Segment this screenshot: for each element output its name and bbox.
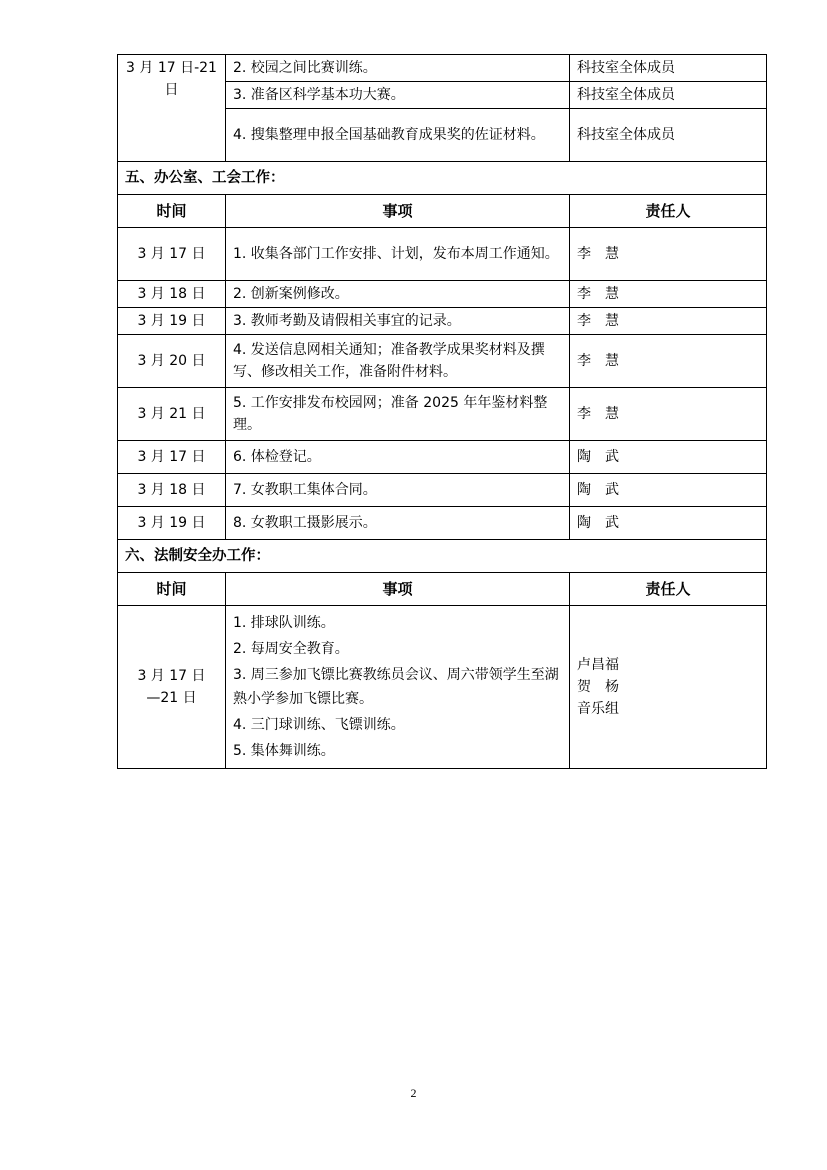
time-line: 3 月 17 日: [137, 668, 206, 684]
time-cell: 3 月 17 日: [118, 441, 226, 474]
table-row: [118, 606, 767, 769]
item-cell: [226, 606, 570, 769]
person-cell: [570, 606, 767, 769]
item-cell: 7. 女教职工集体合同。: [226, 474, 570, 507]
time-cell: 3 月 18 日: [118, 474, 226, 507]
header-person: 责任人: [570, 573, 767, 606]
time-cell: 3 月 17 日-21 日: [118, 55, 226, 162]
section-title-row: [118, 162, 767, 195]
section-title: 六、法制安全办工作：: [118, 540, 767, 573]
item-cell: 1. 收集各部门工作安排、计划，发布本周工作通知。: [226, 228, 570, 281]
section-title: 五、办公室、工会工作：: [118, 162, 767, 195]
person-cell: 李 慧: [570, 281, 767, 308]
time-cell: 3 月 19 日: [118, 507, 226, 540]
person-name: 音乐组: [577, 701, 619, 717]
list-item: 2. 每周安全教育。: [233, 641, 349, 657]
page-number: 2: [410, 1086, 417, 1100]
list-item: 4. 三门球训练、飞镖训练。: [233, 717, 405, 733]
person-cell: 李 慧: [570, 335, 767, 388]
item-cell: 2. 校园之间比赛训练。: [226, 55, 570, 82]
header-person: 责任人: [570, 195, 767, 228]
person-cell: 陶 武: [570, 474, 767, 507]
schedule-table: [117, 54, 767, 769]
item-cell: 3. 教师考勤及请假相关事宜的记录。: [226, 308, 570, 335]
time-cell: 3 月 20 日: [118, 335, 226, 388]
list-item: 5. 集体舞训练。: [233, 743, 335, 759]
list-item: 1. 排球队训练。: [233, 615, 335, 631]
person-cell: 李 慧: [570, 388, 767, 441]
table-row: [118, 308, 767, 335]
time-cell: 3 月 17 日: [118, 228, 226, 281]
table-header-row: [118, 195, 767, 228]
table-row: [118, 335, 767, 388]
section-title-row: [118, 540, 767, 573]
table-row: [118, 441, 767, 474]
item-cell: 6. 体检登记。: [226, 441, 570, 474]
person-name: 贺 杨: [577, 679, 619, 695]
item-cell: 8. 女教职工摄影展示。: [226, 507, 570, 540]
header-item: 事项: [226, 195, 570, 228]
table-header-row: [118, 573, 767, 606]
person-cell: 科技室全体成员: [570, 55, 767, 82]
item-cell: 5. 工作安排发布校园网；准备 2025 年年鉴材料整理。: [226, 388, 570, 441]
person-cell: 陶 武: [570, 507, 767, 540]
item-cell: 4. 搜集整理申报全国基础教育成果奖的佐证材料。: [226, 109, 570, 162]
table-row: [118, 228, 767, 281]
time-cell: 3 月 19 日: [118, 308, 226, 335]
item-cell: 4. 发送信息网相关通知；准备教学成果奖材料及撰写、修改相关工作，准备附件材料。: [226, 335, 570, 388]
header-item: 事项: [226, 573, 570, 606]
time-line: —21 日: [146, 690, 197, 706]
table-row: [118, 474, 767, 507]
person-cell: 李 慧: [570, 308, 767, 335]
table-row: [118, 388, 767, 441]
item-cell: 2. 创新案例修改。: [226, 281, 570, 308]
time-cell: 3 月 18 日: [118, 281, 226, 308]
table-row: [118, 281, 767, 308]
time-cell: 3 月 21 日: [118, 388, 226, 441]
time-cell: [118, 606, 226, 769]
table-row: [118, 55, 767, 82]
item-cell: 3. 准备区科学基本功大赛。: [226, 82, 570, 109]
header-time: 时间: [118, 195, 226, 228]
person-cell: 科技室全体成员: [570, 109, 767, 162]
person-name: 卢昌福: [577, 657, 619, 673]
list-item: 3. 周三参加飞镖比赛教练员会议、周六带领学生至湖熟小学参加飞镖比赛。: [233, 667, 559, 707]
person-cell: 李 慧: [570, 228, 767, 281]
table-row: [118, 507, 767, 540]
person-cell: 科技室全体成员: [570, 82, 767, 109]
person-cell: 陶 武: [570, 441, 767, 474]
header-time: 时间: [118, 573, 226, 606]
